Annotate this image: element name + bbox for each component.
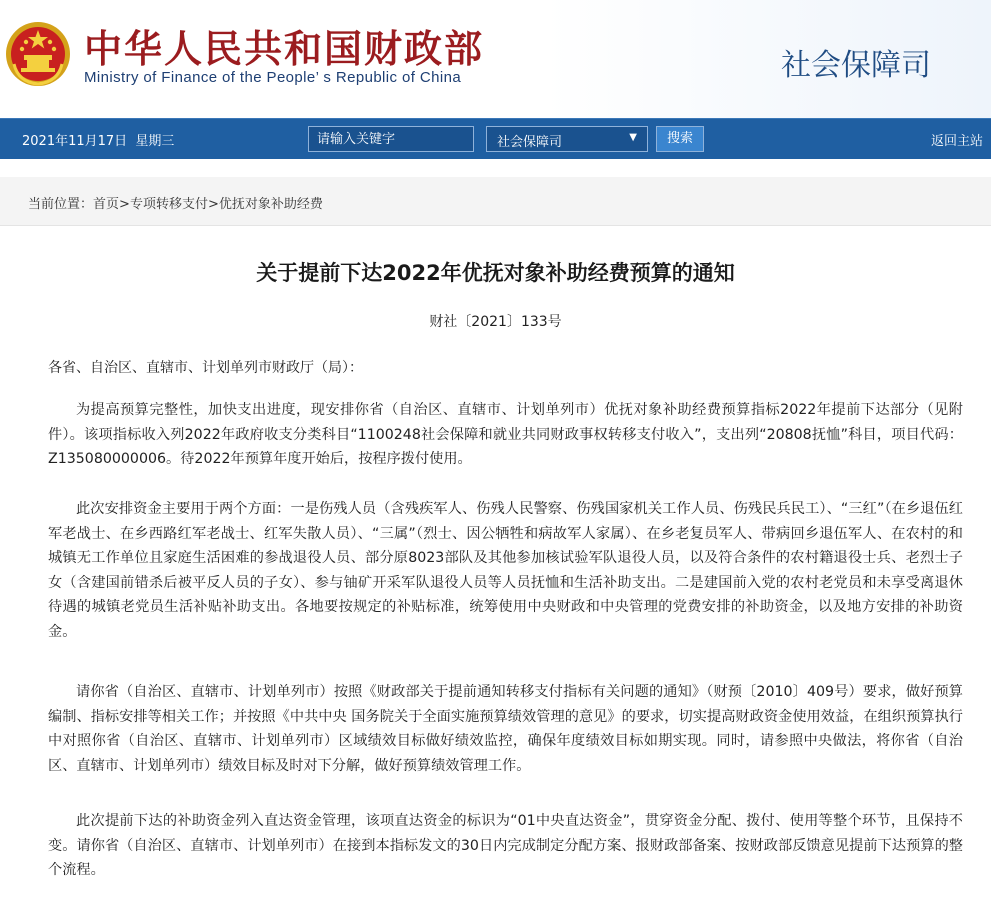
search-button[interactable]: 搜索 xyxy=(656,126,704,152)
scope-select[interactable] xyxy=(486,126,648,152)
breadcrumb-home[interactable]: 首页 xyxy=(93,197,120,212)
breadcrumb-current[interactable]: 优抚对象补助经费 xyxy=(218,197,323,212)
department-name: 社会保障司 xyxy=(781,48,931,83)
nav-bar xyxy=(0,118,991,159)
breadcrumb-separator: > xyxy=(207,197,219,212)
breadcrumb-special-transfer[interactable]: 专项转移支付 xyxy=(129,197,208,212)
breadcrumb xyxy=(28,193,323,212)
site-header xyxy=(0,0,991,118)
breadcrumb-prefix: 当前位置： xyxy=(28,197,94,212)
scope-select-value: 社会保障司 xyxy=(497,135,563,150)
breadcrumb-separator: > xyxy=(119,197,130,212)
breadcrumb-bar xyxy=(0,177,991,226)
salutation: 各省、自治区、直辖市、计划单列市财政厅（局）： xyxy=(48,360,363,376)
return-home-link[interactable]: 返回主站 xyxy=(930,134,983,149)
current-date: 2021年11月17日 星期三 xyxy=(22,134,175,149)
national-emblem-icon[interactable] xyxy=(4,20,72,88)
article-paragraph: 此次提前下达的补助资金列入直达资金管理，该项直达资金的标识为“01中央直达资金”，贯穿资金分配、拨付、使用等整个环节，且保持不变。请你省（自治区、直辖市、计划单列市）在接到本指标发文的30日内完成制定分配方案、报财政部备案、按财政部反馈意见提前下达预算的整个流程。 xyxy=(48,813,963,878)
article-paragraph: 请你省（自治区、直辖市、计划单列市）按照《财政部关于提前通知转移支付指标有关问题的通知》（财预〔2010〕409号）要求，做好预算编制、指标安排等相关工作；并按照《中共中央 国务院关于全面实施预算绩效管理的意见》的要求，切实提高财政资金使用效益，在组织预算执行中对照你省（自治区、直辖市、计划单列市）区域绩效目标做好绩效监控，确保年度绩效目标如期实现。同时，请参照中央做法，将你省（自治区、直辖市、计划单列市）绩效目标及时对下分解，做好预算绩效管理工作。 xyxy=(48,684,963,774)
chevron-down-icon: ▼ xyxy=(629,132,637,143)
article-title: 关于提前下达2022年优抚对象补助经费预算的通知 xyxy=(256,261,735,285)
main-content xyxy=(0,177,991,905)
article-paragraph: 此次安排资金主要用于两个方面：一是伤残人员（含残疾军人、伤残人民警察、伤残国家机关工作人员、伤残民兵民工）、“三红”（在乡退伍红军老战士、在乡西路红军老战士、红军失散人员）、“三属”（烈士、因公牺牲和病故军人家属）、在乡老复员军人、带病回乡退伍军人、在农村的和城镇无工作单位且家庭生活困难的参战退役人员、部分原8023部队及其他参加核试验军队退役人员，以及符合条件的农村籍退役士兵、老烈士子女（含建国前错杀后被平反人员的子女）、参与铀矿开采军队退役人员等人员抚恤和生活补助支出。二是建国前入党的农村老党员和未享受离退休待遇的城镇老党员生活补贴补助支出。各地要按规定的补贴标准，统筹使用中央财政和中央管理的党费安排的补助资金，以及地方安排的补助资金。 xyxy=(48,501,963,640)
search-input[interactable] xyxy=(308,126,474,152)
article-paragraph: 为提高预算完整性，加快支出进度，现安排你省（自治区、直辖市、计划单列市）优抚对象补助经费预算指标2022年提前下达部分（见附件）。该项指标收入列2022年政府收支分类科目“1100248社会保障和就业共同财政事权转移支付收入”，支出列“20808抚恤”科目，项目代码：Z135080000006。待2022年预算年度开始后，按程序拨付使用。 xyxy=(48,402,963,467)
document-number: 财社〔2021〕133号 xyxy=(429,314,562,330)
site-title-cn: 中华人民共和国财政部 xyxy=(84,27,485,71)
site-title-en: Ministry of Finance of the People’ s Republic of China xyxy=(84,69,462,86)
